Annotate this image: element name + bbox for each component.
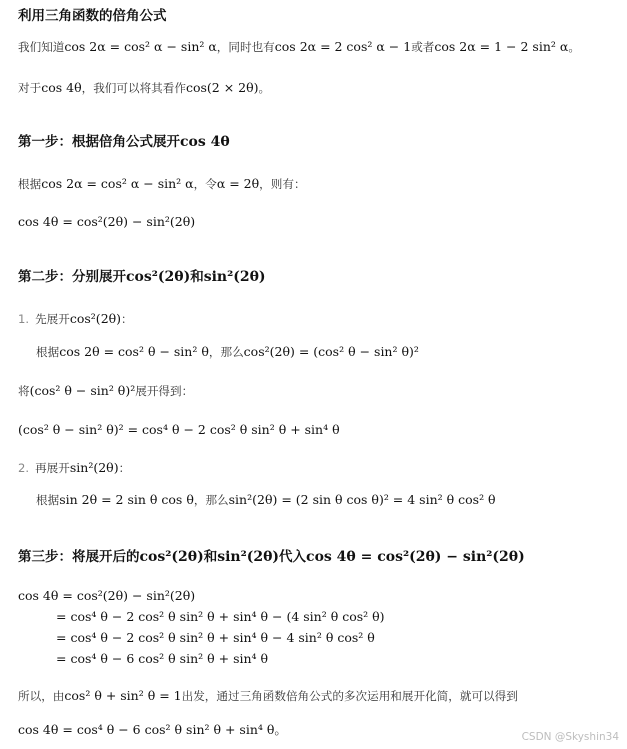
heading-text: 第二步：分别展开: [18, 269, 126, 285]
body-text: 将: [18, 384, 30, 398]
step1-heading: [18, 135, 230, 150]
step3-heading: [18, 550, 525, 565]
math-inline: sin²(2θ): [217, 549, 280, 565]
body-text: 展开得到：: [135, 384, 194, 398]
math-inline: cos 4θ: [41, 80, 82, 95]
heading-text: 和: [203, 549, 218, 565]
intro-text: 对于: [18, 81, 42, 95]
conclusion-paragraph: [18, 690, 518, 703]
list-number: 2.: [18, 461, 30, 475]
list-item-1: [18, 313, 133, 326]
heading-text: 代入: [279, 549, 307, 565]
heading-text: 和: [190, 269, 204, 285]
intro-text: ，同时也有: [216, 40, 275, 54]
body-text: 再展开: [35, 461, 70, 475]
math-inline: cos²(2θ): [126, 269, 191, 285]
body-text: ，则有：: [259, 177, 306, 191]
step2-heading: [18, 270, 266, 285]
body-text: ，令: [193, 177, 217, 191]
math-inline: cos²(2θ): [69, 311, 122, 326]
body-text: ，那么: [208, 345, 244, 359]
intro-text: 或者: [411, 40, 435, 54]
derivation-line-1: cos 4θ = cos²(2θ) − sin²(2θ): [18, 588, 196, 603]
body-text: 出发，通过三角函数倍角公式的多次运用和展开化简，就可以得到: [181, 689, 518, 703]
body-text: 根据: [36, 493, 60, 507]
math-inline: cos 4θ = cos²(2θ) − sin²(2θ): [306, 549, 525, 565]
math-inline: cos² θ + sin² θ = 1: [64, 688, 182, 703]
math-inline: sin²(2θ) = (2 sin θ cos θ)² = 4 sin² θ cos² θ: [228, 492, 496, 507]
expand-paragraph: [18, 385, 193, 398]
math-inline: cos 2α = cos² α − sin² α: [41, 176, 194, 191]
body-text: ：: [118, 461, 131, 475]
intro-text: 。: [258, 81, 271, 95]
math-inline: cos 2α = cos² α − sin² α: [64, 39, 217, 54]
heading-text: 第三步：将展开后的: [18, 549, 140, 565]
watermark: CSDN @Skyshin34: [521, 731, 619, 743]
page-title: 利用三角函数的倍角公式: [18, 8, 167, 24]
step1-paragraph: [18, 178, 306, 191]
intro-paragraph-2: [18, 82, 270, 95]
body-text: ，那么: [193, 493, 229, 507]
final-equation: cos 4θ = cos⁴ θ − 6 cos² θ sin² θ + sin⁴ θ。: [18, 722, 287, 737]
list-item-2: [18, 462, 130, 475]
math-inline: cos²(2θ): [139, 549, 204, 565]
math-inline: (cos² θ − sin² θ)²: [29, 383, 136, 398]
math-inline: cos 4θ: [180, 134, 230, 150]
expand-equation: (cos² θ − sin² θ)² = cos⁴ θ − 2 cos² θ sin² θ + sin⁴ θ: [18, 422, 340, 437]
math-inline: cos²(2θ) = (cos² θ − sin² θ)²: [243, 344, 419, 359]
math-inline: α = 2θ: [216, 176, 260, 191]
intro-paragraph: [18, 41, 580, 54]
math-inline: cos 2θ = cos² θ − sin² θ: [59, 344, 209, 359]
intro-text: 。: [568, 40, 580, 54]
derivation-line-2: = cos⁴ θ − 2 cos² θ sin² θ + sin⁴ θ − (4 sin² θ cos² θ): [56, 609, 385, 624]
step1-equation: cos 4θ = cos²(2θ) − sin²(2θ): [18, 214, 196, 229]
heading-text: 第一步：根据倍角公式展开: [18, 134, 180, 150]
body-text: 根据: [36, 345, 60, 359]
body-text: 根据: [18, 177, 42, 191]
body-text: 先展开: [35, 312, 70, 326]
math-inline: cos 2α = 2 cos² α − 1: [274, 39, 412, 54]
math-inline: cos 2α = 1 − 2 sin² α: [434, 39, 569, 54]
math-inline: cos(2 × 2θ): [185, 80, 259, 95]
list-number: 1.: [18, 312, 30, 326]
math-inline: sin 2θ = 2 sin θ cos θ: [59, 492, 194, 507]
derivation-line-3: = cos⁴ θ − 2 cos² θ sin² θ + sin⁴ θ − 4 sin² θ cos² θ: [56, 630, 375, 645]
list-item-2-detail: [36, 494, 496, 507]
math-inline: sin²(2θ): [203, 269, 266, 285]
body-text: 所以，由: [18, 689, 65, 703]
derivation-line-4: = cos⁴ θ − 6 cos² θ sin² θ + sin⁴ θ: [56, 651, 269, 666]
math-inline: sin²(2θ): [69, 460, 119, 475]
intro-text: 我们知道: [18, 40, 65, 54]
list-item-1-detail: [36, 346, 419, 359]
body-text: ：: [121, 312, 133, 326]
intro-text: ，我们可以将其看作: [81, 81, 186, 95]
